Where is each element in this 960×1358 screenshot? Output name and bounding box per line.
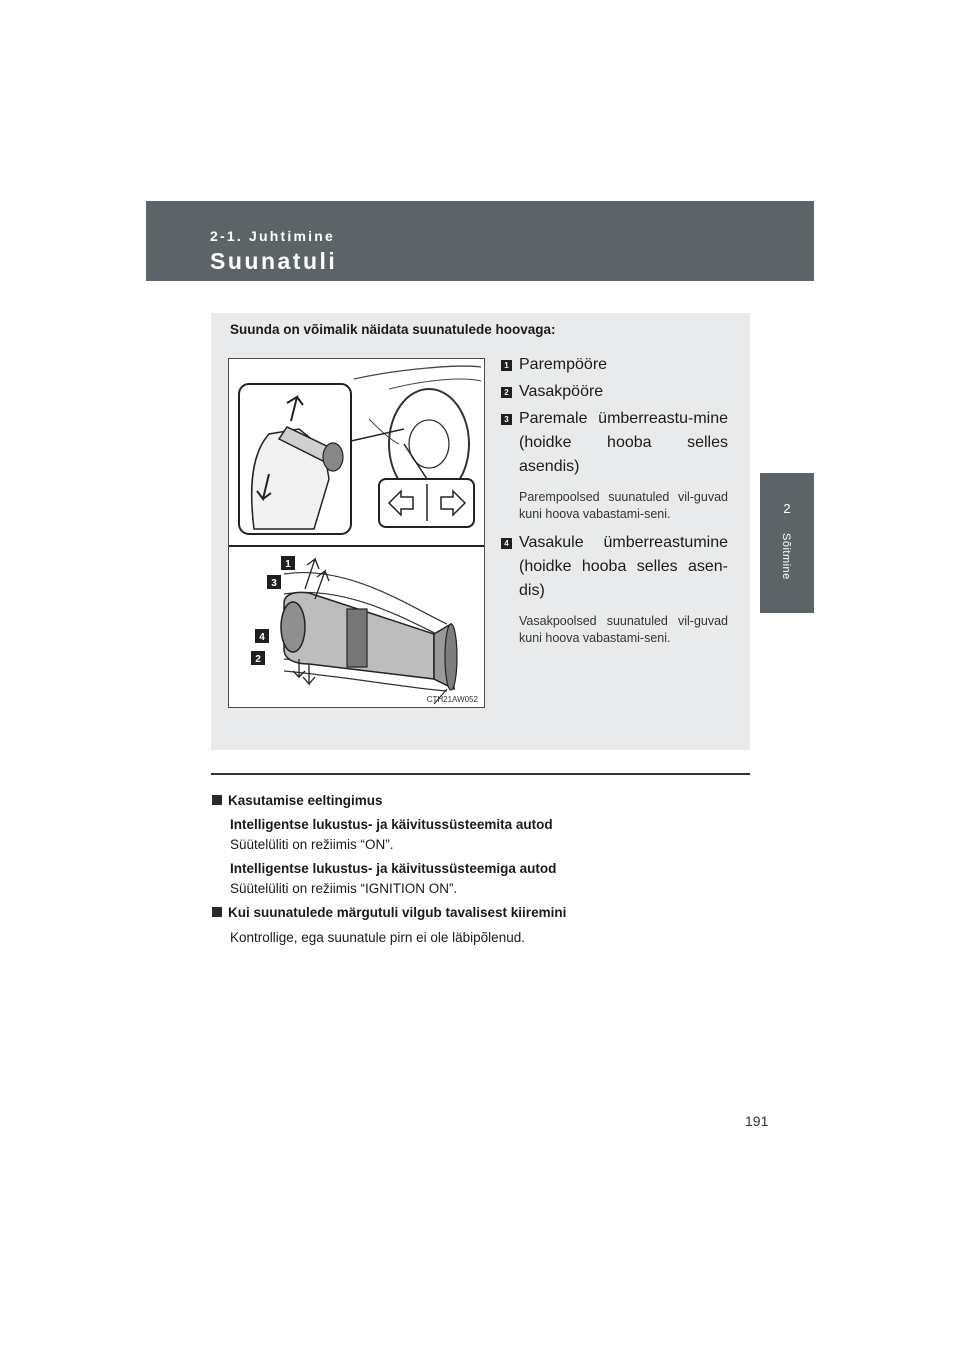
note-subtitle: Intelligentse lukustus- ja käivitussüsteemita autod — [230, 817, 553, 832]
lever-drawing — [229, 359, 484, 707]
step-badge: 4 — [501, 538, 512, 549]
step-badge: 2 — [501, 387, 512, 398]
step-badge: 3 — [501, 414, 512, 425]
step-note: Vasakpoolsed suunatuled vil-guvad kuni hoova vabastami-seni. — [519, 614, 728, 645]
step-text: Paremale ümberreastu-mine (hoidke hooba selles asendis) — [519, 410, 728, 475]
step-badge: 1 — [501, 360, 512, 371]
note-heading-text: Kasutamise eeltingimus — [228, 793, 383, 808]
callout-label: 2 — [255, 654, 261, 665]
note-text: Süütelüliti on režiimis “IGNITION ON”. — [230, 881, 458, 896]
step-text: Vasakule ümberreastumine (hoidke hooba selles asen-dis) — [519, 534, 728, 599]
note-text: Kontrollige, ega suunatule pirn ei ole läbipõlenud. — [230, 930, 525, 945]
step-item — [500, 407, 728, 479]
square-bullet-icon — [212, 795, 222, 805]
chapter-label: Sõitmine — [780, 533, 792, 580]
page-number: 191 — [745, 1113, 769, 1129]
note-heading — [212, 791, 752, 811]
turn-signal-lever-illustration — [228, 358, 485, 708]
page-title: Suunatuli — [210, 248, 338, 274]
instruction-box — [211, 313, 750, 750]
step-item — [500, 531, 728, 603]
chapter-tab — [760, 473, 814, 613]
section-header — [146, 201, 814, 281]
step-item — [500, 353, 728, 377]
notes-section — [212, 791, 752, 947]
square-bullet-icon — [212, 907, 222, 917]
step-text: Parempööre — [519, 356, 608, 373]
step-note: Parempoolsed suunatuled vil-guvad kuni hoova vabastami-seni. — [519, 490, 728, 521]
note-subtitle: Intelligentse lukustus- ja käivitussüsteemiga autod — [230, 861, 557, 876]
callout-label: 3 — [271, 578, 277, 589]
figure-code: CTH21AW052 — [426, 695, 478, 704]
chapter-number: 2 — [783, 501, 791, 516]
step-item — [500, 380, 728, 404]
callout-label: 1 — [285, 559, 291, 570]
callout-label: 4 — [259, 632, 265, 643]
divider — [211, 773, 750, 775]
step-text: Vasakpööre — [519, 383, 604, 400]
section-label: 2-1. Juhtimine — [210, 228, 335, 244]
note-heading-text: Kui suunatulede märgutuli vilgub tavalisest kiiremini — [228, 905, 567, 920]
note-text: Süütelüliti on režiimis “ON”. — [230, 837, 394, 852]
step-list — [500, 353, 728, 655]
note-heading — [212, 903, 752, 923]
intro-text: Suunda on võimalik näidata suunatulede hoovaga: — [230, 322, 556, 337]
